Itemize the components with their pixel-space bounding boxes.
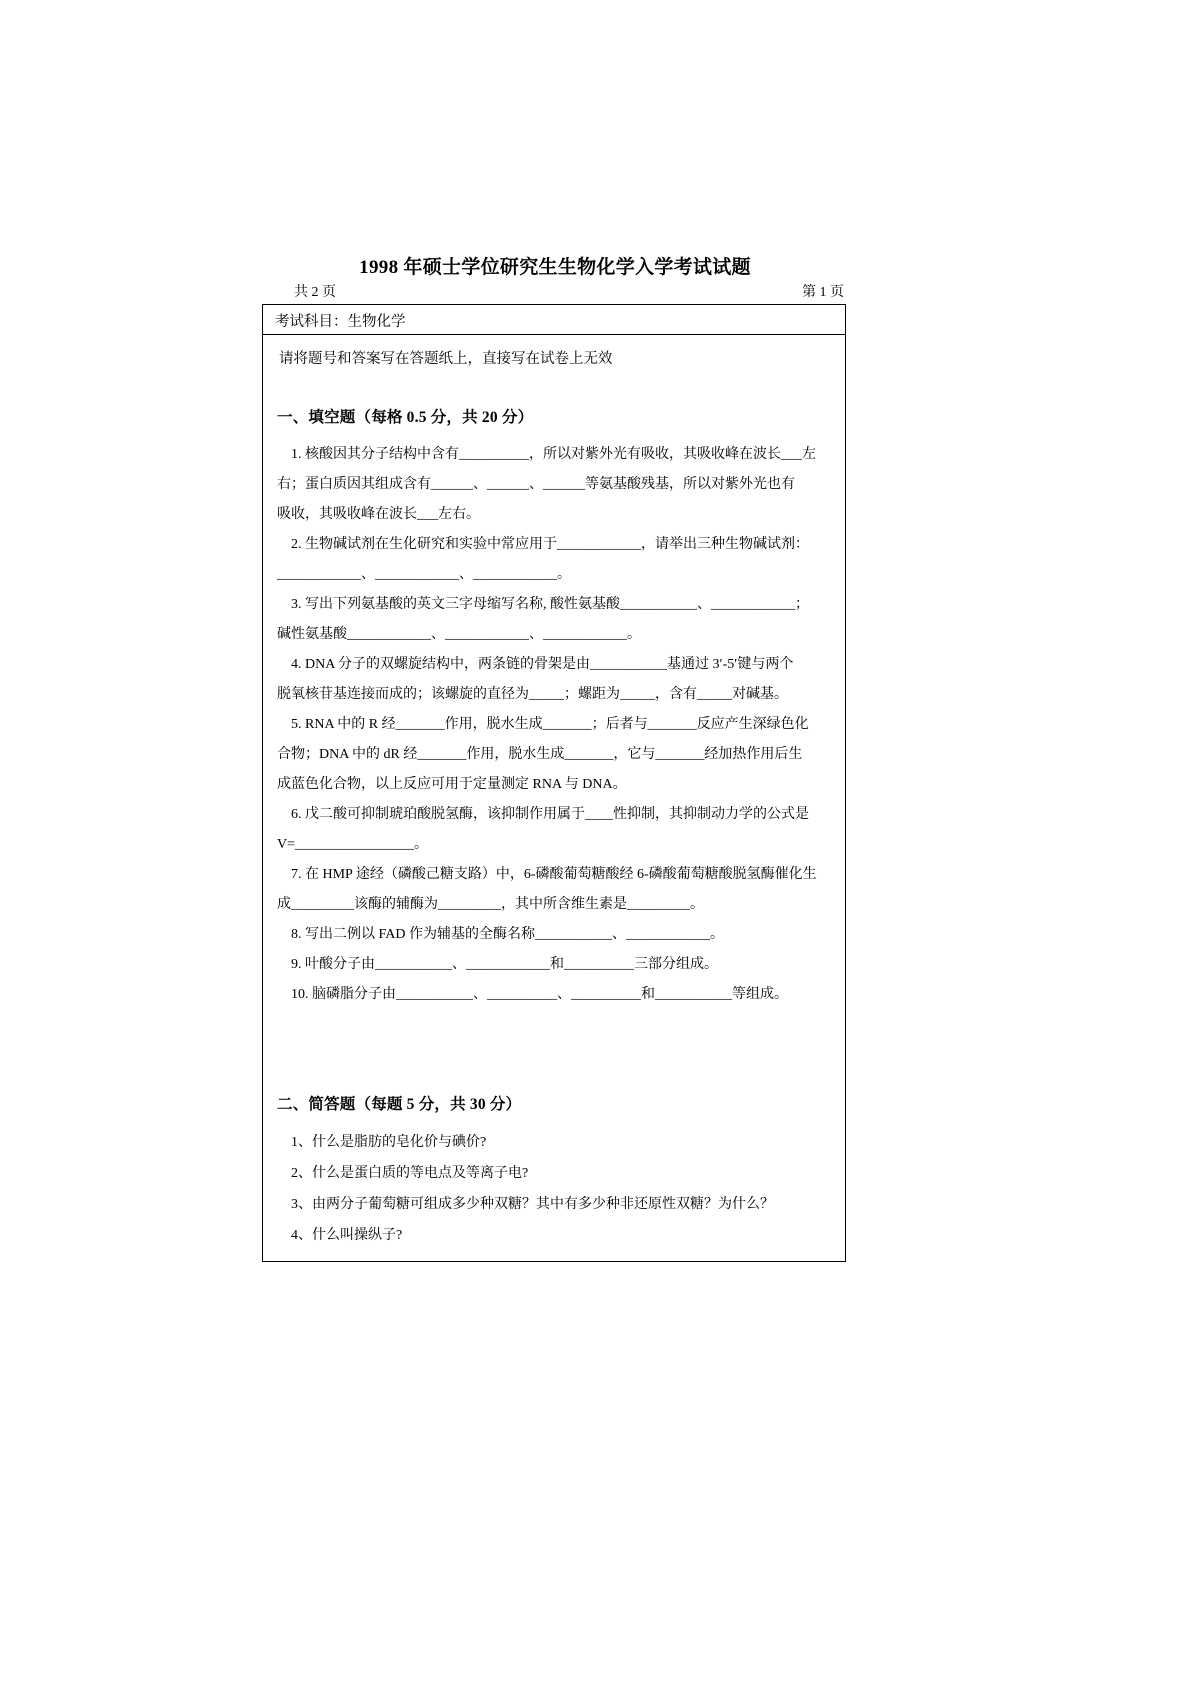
section-2-question-list xyxy=(277,1127,829,1251)
question-line: 成蓝色化合物，以上反应可用于定量测定 RNA 与 DNA。 xyxy=(277,777,627,792)
list-item xyxy=(277,860,829,920)
question-line: 8. 写出二例以 FAD 作为辅基的全酶名称___________、____________。 xyxy=(291,927,724,942)
list-item xyxy=(277,980,829,1010)
question-line: 合物；DNA 中的 dR 经_______作用，脱水生成_______，它与_______经加热作用后生 xyxy=(277,747,803,762)
question-line: 2. 生物碱试剂在生化研究和实验中常应用于____________，请举出三种生物碱试剂： xyxy=(291,537,809,552)
list-item xyxy=(277,800,829,860)
page-total-label: 共 2 页 xyxy=(294,285,336,300)
section-1-question-list xyxy=(277,440,829,1010)
question-line: 成_________该酶的辅酶为_________，其中所含维生素是_________。 xyxy=(277,897,704,912)
page-number-label: 第 1 页 xyxy=(802,285,844,300)
section-1-heading: 一、填空题（每格 0.5 分，共 20 分） xyxy=(277,409,534,426)
list-item xyxy=(277,920,829,950)
question-line: 右；蛋白质因其组成含有______、______、______等氨基酸残基，所以对紫外光也有 xyxy=(277,477,795,492)
list-item xyxy=(277,950,829,980)
list-item: 3、由两分子葡萄糖可组成多少种双糖？其中有多少种非还原性双糖？为什么？ xyxy=(291,1197,774,1212)
question-line: 碱性氨基酸____________、____________、____________。 xyxy=(277,627,641,642)
exam-content-frame xyxy=(262,304,846,1262)
list-item: 1、什么是脂肪的皂化价与碘价? xyxy=(291,1135,487,1150)
section-2-heading: 二、简答题（每题 5 分，共 30 分） xyxy=(277,1096,522,1113)
question-line: 脱氧核苷基连接而成的；该螺旋的直径为_____；螺距为_____，含有_____对碱基。 xyxy=(277,687,788,702)
question-line: 6. 戊二酸可抑制琥珀酸脱氢酶，该抑制作用属于____性抑制，其抑制动力学的公式是 xyxy=(291,807,809,822)
list-item xyxy=(277,710,829,800)
question-line: 10. 脑磷脂分子由___________、__________、__________和___________等组成。 xyxy=(291,987,788,1002)
question-line: 3. 写出下列氨基酸的英文三字母缩写名称, 酸性氨基酸___________、____________； xyxy=(291,597,809,612)
question-line: 1. 核酸因其分子结构中含有__________，所以对紫外光有吸收，其吸收峰在波长___左 xyxy=(291,447,816,462)
list-item: 4、什么叫操纵子? xyxy=(291,1228,403,1243)
question-line: 5. RNA 中的 R 经_______作用，脱水生成_______；后者与_______反应产生深绿色化 xyxy=(291,717,809,732)
subject-row xyxy=(263,305,845,335)
question-line: V=_________________。 xyxy=(277,837,429,852)
list-item xyxy=(277,590,829,650)
instructions-text: 请将题号和答案写在答题纸上，直接写在试卷上无效 xyxy=(279,351,613,367)
question-line: 7. 在 HMP 途经（磷酸己糖支路）中，6-磷酸葡萄糖酸经 6-磷酸葡萄糖酸脱氢酶催化生 xyxy=(291,867,817,882)
subject-label: 考试科目：生物化学 xyxy=(275,314,406,330)
list-item xyxy=(277,650,829,710)
list-item: 2、什么是蛋白质的等电点及等离子电? xyxy=(291,1166,529,1181)
list-item xyxy=(277,530,829,590)
question-line: ____________、____________、____________。 xyxy=(277,567,571,582)
question-line: 9. 叶酸分子由___________、____________和__________三部分组成。 xyxy=(291,957,718,972)
question-line: 吸收，其吸收峰在波长___左右。 xyxy=(277,507,480,522)
page-meta xyxy=(262,281,848,303)
question-line: 4. DNA 分子的双螺旋结构中，两条链的骨架是由___________基通过 3′-5′键与两个 xyxy=(291,657,794,672)
page-title: 1998 年硕士学位研究生生物化学入学考试试题 xyxy=(359,257,751,278)
list-item xyxy=(277,440,829,530)
